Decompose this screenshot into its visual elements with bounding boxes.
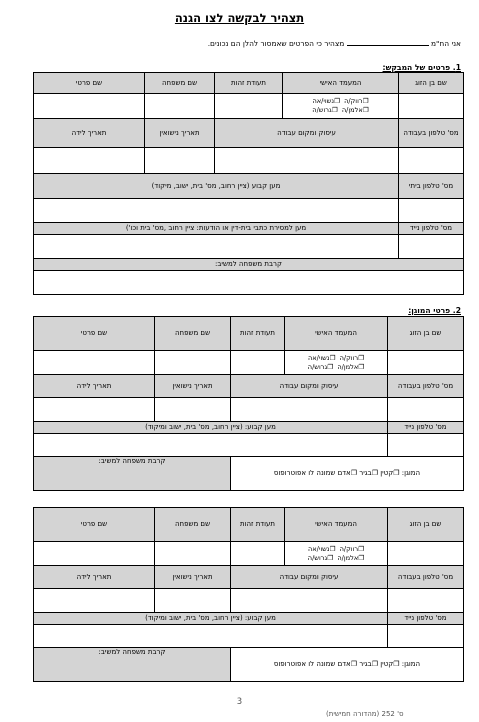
header-address: מען קבוע: (ציין רחוב, מס' בית, ישוב ומיקוד) (34, 422, 388, 434)
status-checkboxes (285, 351, 388, 375)
document-title: תצהיר לבקשה לצו הגנה (174, 11, 305, 25)
status-married-option[interactable]: ❐נשוי/אה (312, 97, 340, 105)
relation-field[interactable] (34, 271, 464, 295)
occupation-field[interactable] (231, 589, 388, 613)
adult-option[interactable]: ❐בגיר (359, 660, 378, 668)
header-occupation: עיסוק ומקום עבודה (215, 119, 399, 148)
first-name-field[interactable] (34, 542, 155, 566)
address-field[interactable] (34, 434, 388, 457)
header-first-name: שם פרטי (34, 73, 145, 94)
declaration-prefix: אני הח"מ (431, 39, 461, 48)
work-phone-field[interactable] (388, 589, 464, 613)
header-mobile: מס' טלפון נייד (388, 422, 464, 434)
header-marriage-date: תאריך נישואין (155, 566, 231, 589)
status-single-option[interactable]: ❐רווק/ה (339, 544, 365, 553)
mobile-field[interactable] (388, 625, 464, 648)
id-field[interactable] (215, 94, 283, 119)
work-phone-field[interactable] (388, 398, 464, 422)
status-widowed-option[interactable]: ❐אלמן/ה (337, 553, 365, 562)
declaration-suffix: מצהיר כי הפרטים שאמסור להלן הם נכונים. (207, 39, 345, 48)
header-service-address: מען למסירת כתבי בית-דין או הודעות: ציין רחוב ,מס' בית וכו') (34, 223, 399, 235)
marriage-date-field[interactable] (155, 589, 231, 613)
header-occupation: עיסוק ומקום עבודה (231, 375, 388, 398)
status-checkboxes (285, 542, 388, 566)
header-mobile: מס' טלפון נייד (399, 223, 464, 235)
header-address: מען קבוע (ציין רחוב, מס' בית, ישוב, מיקוד) (34, 174, 399, 199)
first-name-field[interactable] (34, 94, 145, 119)
relation-cell[interactable] (34, 648, 231, 682)
last-name-field[interactable] (145, 94, 215, 119)
status-married-option[interactable]: ❐נשוי/אה (307, 353, 336, 362)
birth-date-field[interactable] (34, 148, 145, 174)
id-field[interactable] (231, 542, 285, 566)
header-relation: קרבת משפחה למשיב: (98, 648, 166, 656)
header-first-name: שם פרטי (34, 508, 155, 542)
header-personal-status: המעמד האישי (283, 73, 399, 94)
header-marriage-date: תאריך נישואין (155, 375, 231, 398)
header-work-phone: מס' טלפון בעבודה (388, 566, 464, 589)
protected-label: המוגן: (401, 660, 421, 668)
status-divorced-option[interactable]: ❐גרוש/ה (307, 362, 334, 371)
status-married-option[interactable]: ❐נשוי/אה (307, 544, 336, 553)
status-widowed-option[interactable]: ❐אלמן/ה (337, 362, 365, 371)
header-work-phone: מס' טלפון בעבודה (388, 375, 464, 398)
declarant-name-field[interactable] (347, 38, 429, 46)
header-relation: קרבת משפחה למשיב: (34, 259, 464, 271)
section2-title: 2. פרטי המוגן: (408, 306, 461, 315)
first-name-field[interactable] (34, 351, 155, 375)
header-birth-date: תאריך לידה (34, 119, 145, 148)
id-field[interactable] (231, 351, 285, 375)
applicant-table (33, 72, 464, 295)
header-personal-status: המעמד האישי (285, 508, 388, 542)
home-phone-field[interactable] (399, 199, 464, 223)
header-last-name: שם משפחה (155, 508, 231, 542)
header-occupation: עיסוק ומקום עבודה (231, 566, 388, 589)
header-id: תעודת זהות (231, 508, 285, 542)
work-phone-field[interactable] (399, 148, 464, 174)
header-personal-status: המעמד האישי (285, 317, 388, 351)
marriage-date-field[interactable] (145, 148, 215, 174)
header-spouse: שם בן הזוג (388, 508, 464, 542)
marriage-date-field[interactable] (155, 398, 231, 422)
header-relation: קרבת משפחה למשיב: (98, 457, 166, 465)
status-divorced-option[interactable]: ❐גרוש/ה (307, 553, 334, 562)
form-number: ס' 252 (מהדורה חמישית) (326, 710, 404, 718)
protected-type-cell (231, 457, 464, 491)
header-last-name: שם משפחה (155, 317, 231, 351)
header-mobile: מס' טלפון נייד (388, 613, 464, 625)
protected-person-table-1 (33, 316, 464, 491)
header-id: תעודת זהות (231, 317, 285, 351)
spouse-field[interactable] (399, 94, 464, 119)
guardianship-option[interactable]: ❐אדם שמונה לו אפוטרופוס (273, 660, 358, 668)
header-birth-date: תאריך לידה (34, 375, 155, 398)
header-last-name: שם משפחה (145, 73, 215, 94)
header-address: מען קבוע: (ציין רחוב, מס' בית, ישוב ומיקוד) (34, 613, 388, 625)
address-field[interactable] (34, 625, 388, 648)
declaration-line (16, 38, 461, 48)
section1-title: 1. פרטים של המבקש: (382, 63, 461, 72)
minor-option[interactable]: ❐קטין (380, 469, 400, 477)
status-divorced-option[interactable]: ❐גרוש/ה (312, 106, 338, 114)
header-id: תעודת זהות (215, 73, 283, 94)
status-single-option[interactable]: ❐רווק/ה (339, 353, 365, 362)
protected-label: המוגן: (401, 469, 421, 477)
header-birth-date: תאריך לידה (34, 566, 155, 589)
status-single-option[interactable]: ❐רווק/ה (344, 97, 369, 105)
status-checkboxes (283, 94, 399, 119)
guardianship-option[interactable]: ❐אדם שמונה לו אפוטרופוס (273, 469, 358, 477)
protected-type-cell (231, 648, 464, 682)
occupation-field[interactable] (231, 398, 388, 422)
status-widowed-option[interactable]: ❐אלמן/ה (341, 106, 369, 114)
minor-option[interactable]: ❐קטין (380, 660, 400, 668)
address-field[interactable] (34, 199, 399, 223)
birth-date-field[interactable] (34, 398, 155, 422)
birth-date-field[interactable] (34, 589, 155, 613)
header-spouse: שם בן הזוג (399, 73, 464, 94)
adult-option[interactable]: ❐בגיר (359, 469, 378, 477)
occupation-field[interactable] (215, 148, 399, 174)
header-home-phone: מס' טלפון ביתי (399, 174, 464, 199)
protected-person-table-2 (33, 507, 464, 682)
page-number: 3 (236, 697, 243, 707)
spouse-field[interactable] (388, 542, 464, 566)
mobile-field[interactable] (399, 235, 464, 259)
spouse-field[interactable] (388, 351, 464, 375)
header-first-name: שם פרטי (34, 317, 155, 351)
last-name-field[interactable] (155, 542, 231, 566)
header-marriage-date: תאריך נישואין (145, 119, 215, 148)
service-address-field[interactable] (34, 235, 399, 259)
header-work-phone: מס' טלפון בעבודה (399, 119, 464, 148)
relation-cell[interactable] (34, 457, 231, 491)
header-spouse: שם בן הזוג (388, 317, 464, 351)
mobile-field[interactable] (388, 434, 464, 457)
last-name-field[interactable] (155, 351, 231, 375)
